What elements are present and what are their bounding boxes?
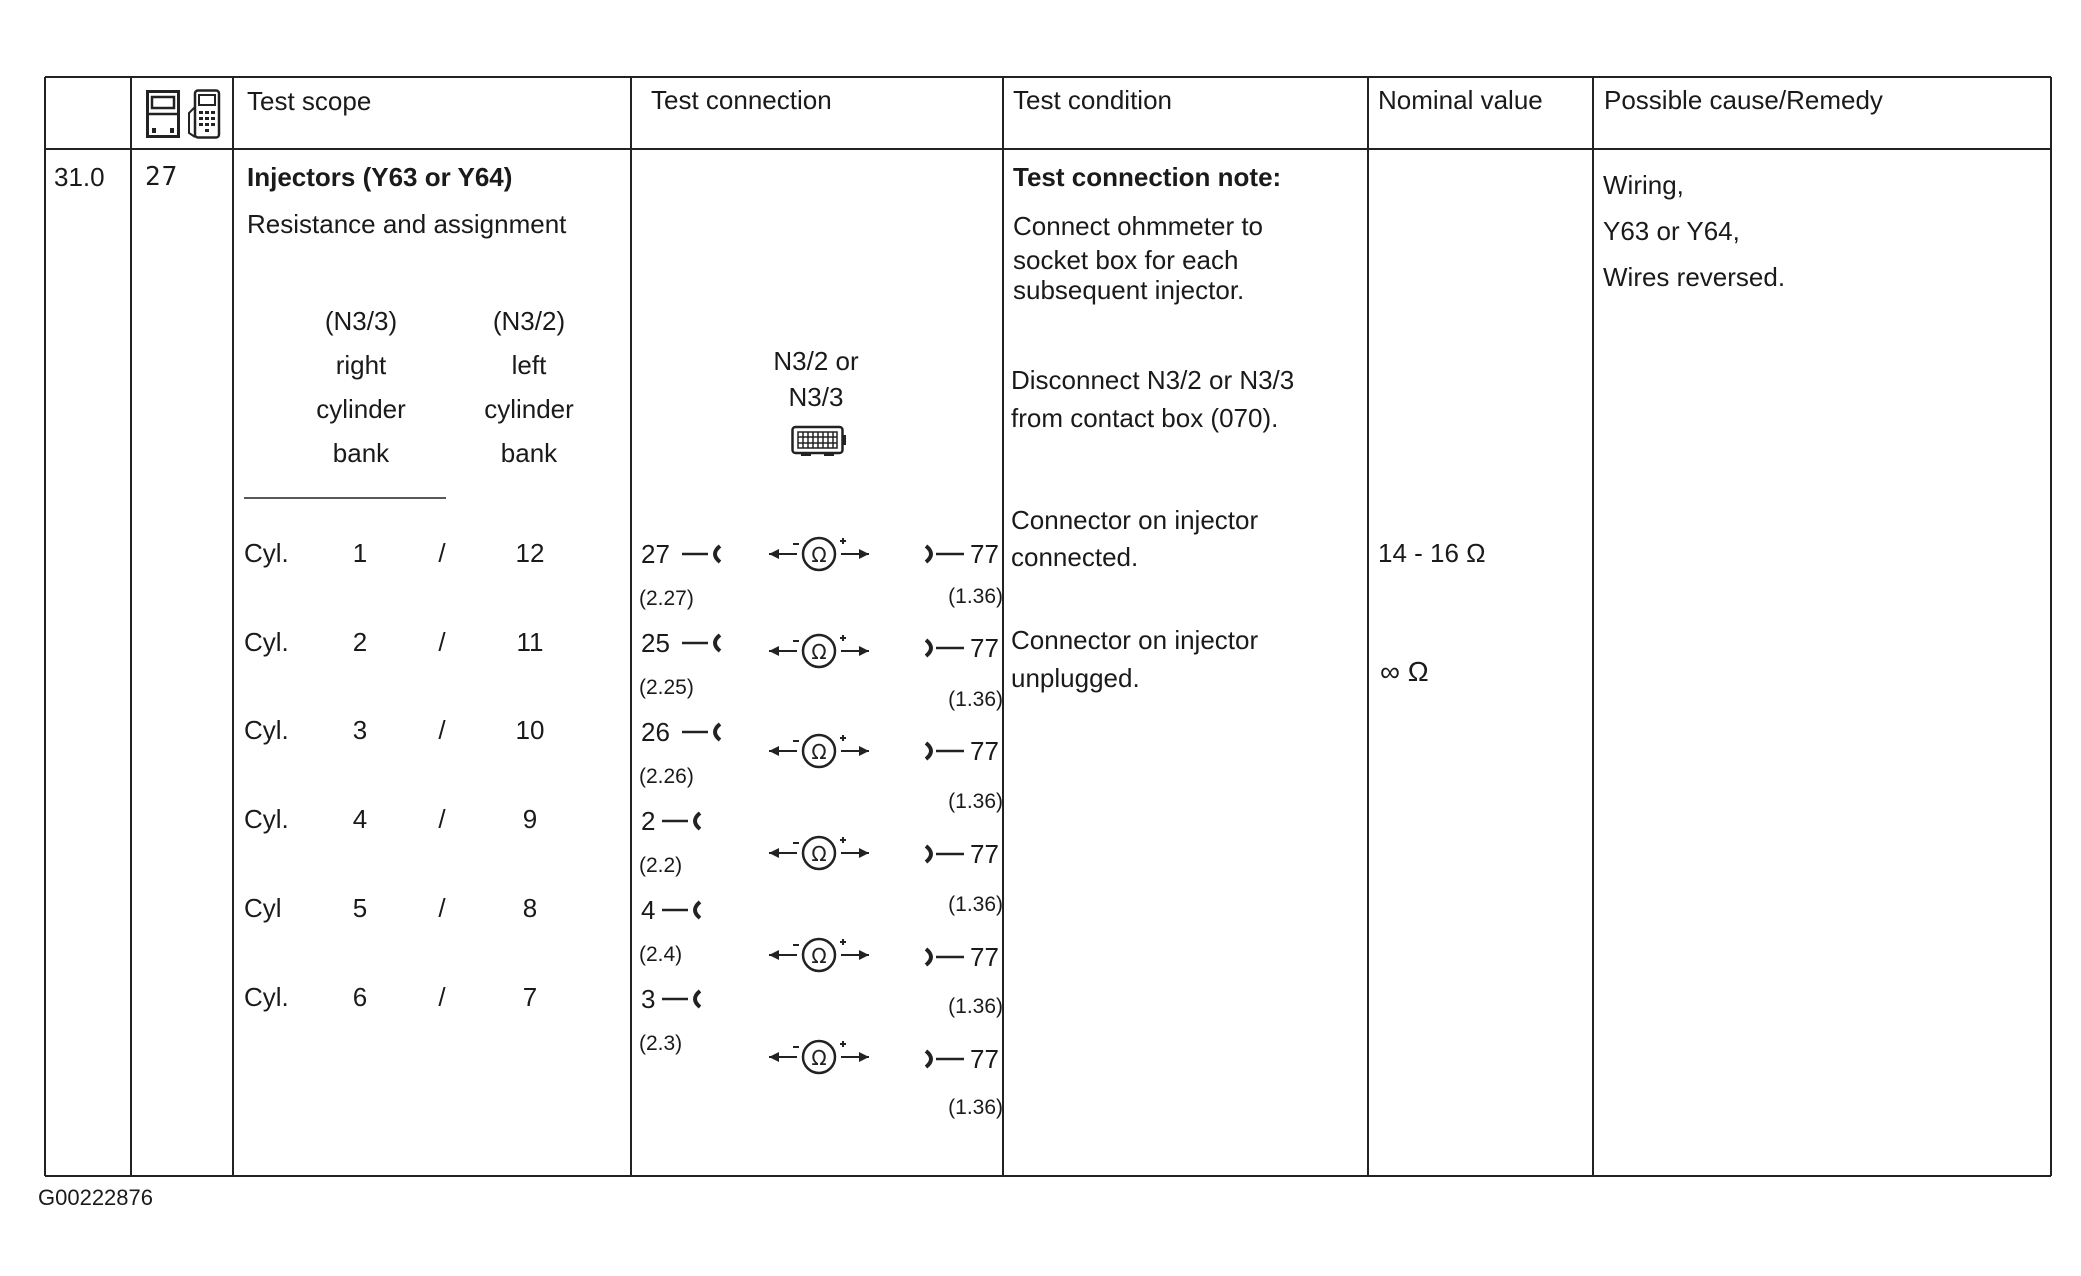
right-connector-icon <box>922 637 964 659</box>
ohmmeter-icon <box>767 533 871 575</box>
nominal-unplugged-value: ∞ Ω <box>1380 656 1429 687</box>
scope-subtitle: Resistance and assignment <box>247 209 567 239</box>
ohmmeter-icon <box>767 934 871 976</box>
header-test-connection: Test connection <box>651 85 832 115</box>
condition-unplugged: Connector on injector unplugged. <box>1011 625 1259 693</box>
right-connector-icon <box>922 843 964 865</box>
left-connector-icon <box>662 988 704 1010</box>
condition-disconnect: Disconnect N3/2 or N3/3 from contact box (070). <box>1011 365 1295 433</box>
ohmmeter-icon <box>767 630 871 672</box>
svg-text:Ω: Ω <box>811 842 827 866</box>
possible-cause: Wiring, Y63 or Y64, Wires reversed. <box>1603 170 1786 292</box>
svg-text:Ω: Ω <box>811 1046 827 1070</box>
device-label: N3/2 or N3/3 <box>773 346 859 412</box>
left-connector-icon <box>662 899 704 921</box>
left-bank-label: (N3/2) left cylinder bank <box>484 306 574 468</box>
left-connector-icon <box>662 810 704 832</box>
scope-title: Injectors (Y63 or Y64) <box>247 162 513 192</box>
condition-note: Connect ohmmeter to socket box for each subsequent injector. <box>1013 211 1264 305</box>
handheld-tester-icon <box>187 89 221 139</box>
step-code: 27 <box>145 162 179 192</box>
left-connector-icon <box>682 543 724 565</box>
ohmmeter-icon <box>767 1036 871 1078</box>
header-test-scope: Test scope <box>247 86 372 116</box>
right-connector-icon <box>922 946 964 968</box>
left-connector-icon <box>682 632 724 654</box>
header-test-condition: Test condition <box>1013 85 1172 115</box>
svg-text:Ω: Ω <box>811 640 827 664</box>
ohmmeter-icon <box>767 730 871 772</box>
right-connector-icon <box>922 740 964 762</box>
multimeter-icon <box>146 90 180 138</box>
figure-id: G00222876 <box>38 1185 153 1210</box>
socket-box-icon <box>791 424 847 456</box>
header-possible-cause: Possible cause/Remedy <box>1604 85 1883 115</box>
right-connector-icon <box>922 543 964 565</box>
condition-note-title: Test connection note: <box>1013 162 1282 192</box>
left-connector-icon <box>682 721 724 743</box>
ohmmeter-icon <box>767 832 871 874</box>
step-number: 31.0 <box>54 162 105 192</box>
nominal-connected-value: 14 - 16 Ω <box>1378 538 1486 568</box>
header-nominal-value: Nominal value <box>1378 85 1543 115</box>
condition-connected: Connector on injector connected. <box>1011 505 1259 572</box>
right-connector-icon <box>922 1048 964 1070</box>
svg-text:Ω: Ω <box>811 543 827 567</box>
svg-text:Ω: Ω <box>811 740 827 764</box>
right-bank-label: (N3/3) right cylinder bank <box>316 306 406 468</box>
svg-text:Ω: Ω <box>811 944 827 968</box>
